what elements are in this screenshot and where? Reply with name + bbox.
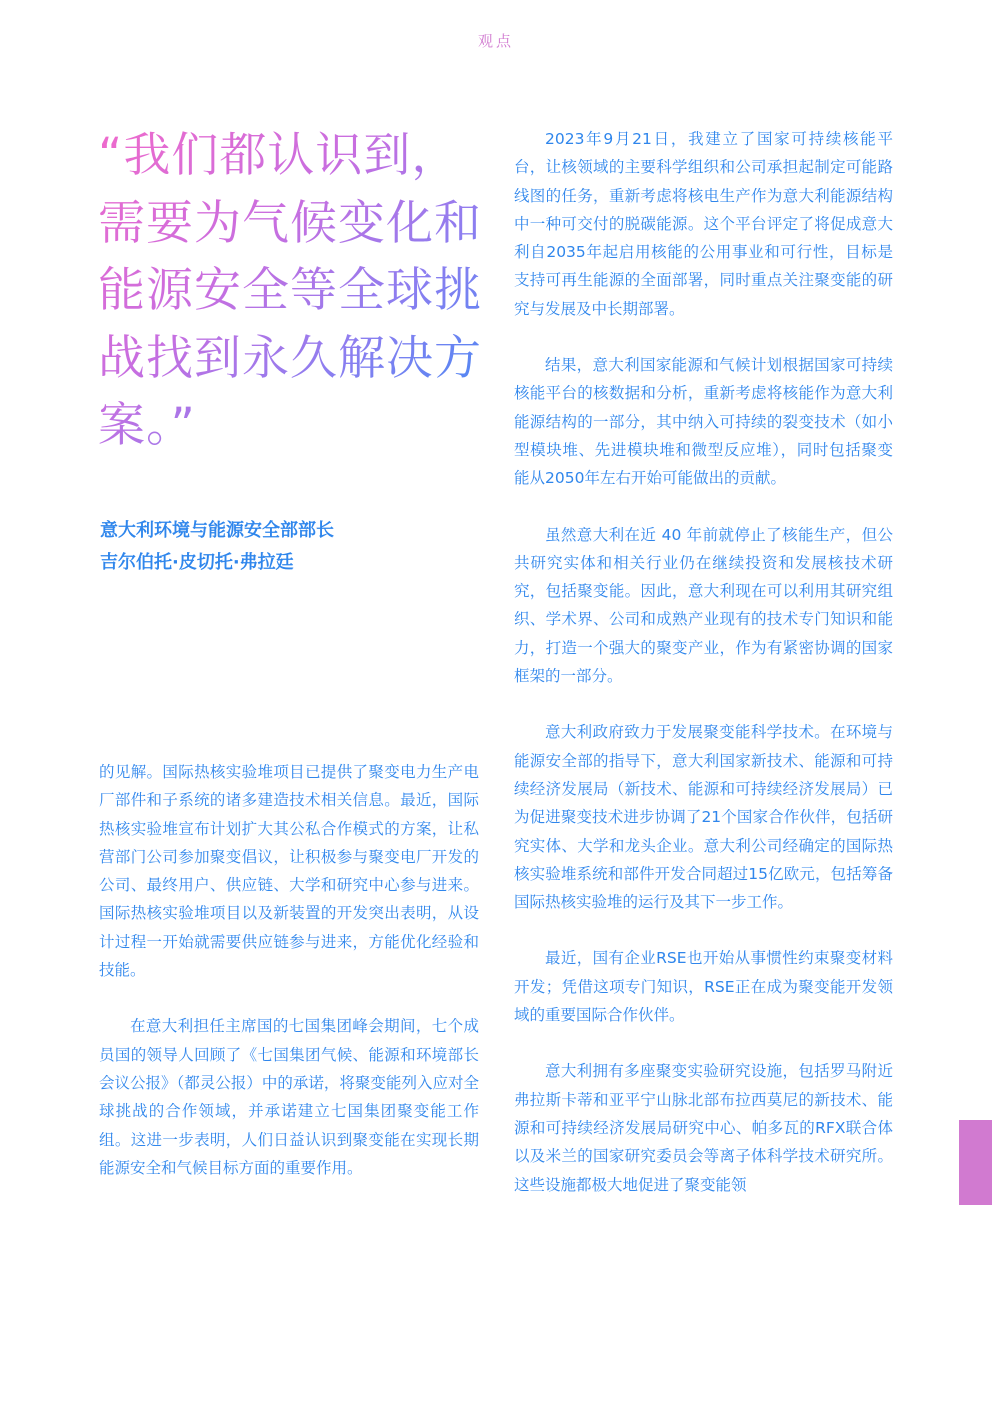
right-column xyxy=(514,125,893,1227)
attribution-name: 吉尔伯托·皮切托·弗拉廷 xyxy=(100,552,294,573)
pull-quote: “我们都认识到，需要为气候变化和能源安全等全球挑战找到永久解决方案。” xyxy=(98,122,498,460)
attribution-title: 意大利环境与能源安全部部长 xyxy=(100,520,334,541)
right-paragraph-5: 最近，国有企业RSE也开始从事惯性约束聚变材料开发；凭借这项专门知识，RSE正在成为聚变能开发领域的重要国际合作伙伴。 xyxy=(514,949,893,1025)
right-paragraph-6: 意大利拥有多座聚变实验研究设施，包括罗马附近弗拉斯卡蒂和亚平宁山脉北部布拉西莫尼的新技术、能源和可持续经济发展局研究中心、帕多瓦的RFX联合体以及米兰的国家研究委员会等离子体科学技术研究所。这些设施都极大地促进了聚变能领 xyxy=(514,1062,893,1194)
page-edge-tab xyxy=(959,1120,992,1205)
right-paragraph-3: 虽然意大利在近 40 年前就停止了核能生产，但公共研究实体和相关行业仍在继续投资和发展核技术研究，包括聚变能。因此，意大利现在可以利用其研究组织、学术界、公司和成熟产业现有的技术专门知识和能力，打造一个强大的聚变产业，作为有紧密协调的国家框架的一部分。 xyxy=(514,525,893,686)
right-paragraph-4: 意大利政府致力于发展聚变能科学技术。在环境与能源安全部的指导下，意大利国家新技术、能源和可持续经济发展局（新技术、能源和可持续经济发展局）已为促进聚变技术进步协调了21个国家合作伙伴，包括研究实体、大学和龙头企业。意大利公司经确定的国际热核实验堆系统和部件开发合同超过15亿欧元，包括筹备国际热核实验堆的运行及其下一步工作。 xyxy=(514,723,893,912)
attribution xyxy=(100,515,490,579)
right-paragraph-1: 2023年9月21日，我建立了国家可持续核能平台，让核领域的主要科学组织和公司承担起制定可能路线图的任务，重新考虑将核电生产作为意大利能源结构中一种可交付的脱碳能源。这个平台评定了将促成意大利自2035年起启用核能的公用事业和可行性，目标是支持可再生能源的全面部署，同时重点关注聚变能的研究与发展及中长期部署。 xyxy=(514,130,893,318)
left-column xyxy=(99,758,479,1210)
left-paragraph-1: 的见解。国际热核实验堆项目已提供了聚变电力生产电厂部件和子系统的诸多建造技术相关信息。最近，国际热核实验堆宣布计划扩大其公私合作模式的方案，让私营部门公司参加聚变倡议，让积极参与聚变电厂开发的公司、最终用户、供应链、大学和研究中心参与进来。国际热核实验堆项目以及新装置的开发突出表明，从设计过程一开始就需要供应链参与进来，方能优化经验和技能。 xyxy=(99,763,479,980)
right-paragraph-2: 结果，意大利国家能源和气候计划根据国家可持续核能平台的核数据和分析，重新考虑将核能作为意大利能源结构的一部分，其中纳入可持续的裂变技术（如小型模块堆、先进模块堆和微型反应堆），同时包括聚变能从2050年左右开始可能做出的贡献。 xyxy=(514,356,893,488)
left-paragraph-2: 在意大利担任主席国的七国集团峰会期间，七个成员国的领导人回顾了《七国集团气候、能源和环境部长会议公报》（都灵公报）中的承诺，将聚变能列入应对全球挑战的合作领域，并承诺建立七国集团聚变能工作组。这进一步表明，人们日益认识到聚变能在实现长期能源安全和气候目标方面的重要作用。 xyxy=(99,1017,479,1177)
section-label: 观点 xyxy=(477,32,514,50)
